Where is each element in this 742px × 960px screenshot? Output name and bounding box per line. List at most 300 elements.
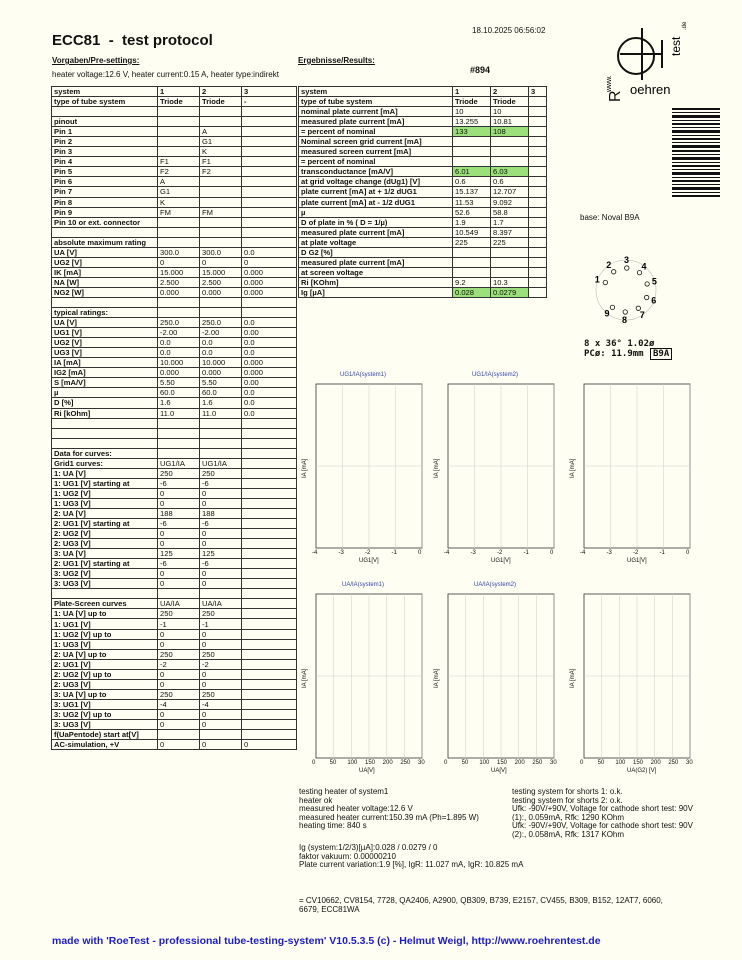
left-value-cell: 0.000 <box>242 287 297 297</box>
right-label-cell: measured plate current [mA] <box>299 257 453 267</box>
left-value-cell <box>242 107 297 117</box>
left-label-cell: 1: UG1 [V] <box>52 619 158 629</box>
left-value-cell: - <box>242 97 297 107</box>
left-value-cell: -6 <box>158 519 200 529</box>
right-value-cell <box>529 197 547 207</box>
left-value-cell: 250.0 <box>200 318 242 328</box>
left-value-cell: F1 <box>158 157 200 167</box>
left-value-cell: G1 <box>200 137 242 147</box>
left-row <box>52 699 297 709</box>
note-line: testing system for shorts 1: o.k. <box>512 787 623 796</box>
left-value-cell: 1.6 <box>158 398 200 408</box>
pin-marker <box>610 305 614 309</box>
chart-x-tick: 100 <box>615 760 626 766</box>
right-label-cell: at plate voltage <box>299 237 453 247</box>
left-label-cell: IK [mA] <box>52 267 158 277</box>
left-value-cell: 250 <box>200 649 242 659</box>
left-row <box>52 167 297 177</box>
chart-title: UA/IA(system2) <box>473 582 516 588</box>
right-label-cell: at screen voltage <box>299 267 453 277</box>
note-line: (2):, 0.058mA, Rfk: 1317 KOhm <box>512 829 625 839</box>
note-line: measured heater voltage:12.6 V <box>299 804 413 814</box>
right-value-cell: 133 <box>453 127 491 137</box>
left-row <box>52 277 297 287</box>
right-value-cell <box>529 157 547 167</box>
right-value-cell <box>529 97 547 107</box>
left-label-cell: Pin 7 <box>52 187 158 197</box>
right-value-cell <box>529 127 547 137</box>
left-value-cell <box>242 217 297 227</box>
left-label-cell: UA [V] <box>52 318 158 328</box>
left-label-cell: 3: UA [V] up to <box>52 689 158 699</box>
left-row <box>52 448 297 458</box>
left-row <box>52 599 297 609</box>
left-value-cell <box>158 137 200 147</box>
left-label-cell: 1: UG2 [V] up to <box>52 629 158 639</box>
left-value-cell: 0.0 <box>242 348 297 358</box>
left-row <box>52 378 297 388</box>
shorts-notes <box>512 788 693 840</box>
left-value-cell <box>242 498 297 508</box>
right-value-cell <box>453 267 491 277</box>
left-row <box>52 147 297 157</box>
right-row <box>299 217 547 227</box>
right-value-cell <box>491 147 529 157</box>
left-label-cell: 3: UG2 [V] <box>52 569 158 579</box>
left-value-cell <box>242 589 297 599</box>
right-label-cell: transconductance [mA/V] <box>299 167 453 177</box>
left-value-cell: 10.000 <box>200 358 242 368</box>
left-label-cell: 2: UG1 [V] starting at <box>52 519 158 529</box>
left-value-cell <box>242 689 297 699</box>
left-label-cell: IA [mA] <box>52 358 158 368</box>
chart-y-label: IA [mA] <box>302 668 308 688</box>
right-value-cell: 2 <box>491 87 529 97</box>
chart-x-tick: 0 <box>418 550 422 556</box>
timestamp: 18.10.2025 06:56:02 <box>472 26 546 35</box>
left-label-cell: Grid1 curves: <box>52 458 158 468</box>
left-row <box>52 358 297 368</box>
note-line: heating time: 840 s <box>299 821 367 831</box>
right-label-cell: D G2 [%] <box>299 247 453 257</box>
base-label: base: Noval B9A <box>580 213 640 222</box>
right-value-cell <box>529 257 547 267</box>
vacuum-notes <box>299 844 523 870</box>
left-value-cell: 5.50 <box>158 378 200 388</box>
left-label-cell: 2: UG1 [V] starting at <box>52 559 158 569</box>
left-row <box>52 730 297 740</box>
right-value-cell: 10.81 <box>491 117 529 127</box>
right-value-cell: 3 <box>529 87 547 97</box>
left-label-cell: Pin 6 <box>52 177 158 187</box>
right-value-cell: 10.549 <box>453 227 491 237</box>
right-value-cell: 0.028 <box>453 287 491 297</box>
left-label-cell: Data for curves: <box>52 448 158 458</box>
left-label-cell: D [%] <box>52 398 158 408</box>
right-label-cell: plate current [mA] at - 1/2 dUG1 <box>299 197 453 207</box>
left-row <box>52 308 297 318</box>
left-value-cell: 2.500 <box>158 277 200 287</box>
chart-x-tick: 100 <box>479 760 490 766</box>
note-line: (1):, 0.059mA, Rfk: 1290 KOhm <box>512 812 625 822</box>
left-label-cell <box>52 107 158 117</box>
left-value-cell <box>242 539 297 549</box>
left-row <box>52 297 297 307</box>
left-label-cell: type of tube system <box>52 97 158 107</box>
left-value-cell: Triode <box>158 97 200 107</box>
right-row <box>299 157 547 167</box>
left-value-cell <box>158 448 200 458</box>
left-value-cell: -2 <box>200 659 242 669</box>
curve-chart <box>298 370 428 574</box>
right-row <box>299 147 547 157</box>
right-label-cell: plate current [mA] at + 1/2 dUG1 <box>299 187 453 197</box>
right-label-cell: µ <box>299 207 453 217</box>
left-value-cell <box>158 117 200 127</box>
left-row <box>52 669 297 679</box>
left-value-cell: FM <box>200 207 242 217</box>
left-value-cell: 0 <box>200 569 242 579</box>
left-value-cell <box>242 187 297 197</box>
left-row <box>52 709 297 719</box>
left-row <box>52 458 297 468</box>
left-value-cell: 0 <box>242 257 297 267</box>
left-value-cell: 250.0 <box>158 318 200 328</box>
left-label-cell: Pin 5 <box>52 167 158 177</box>
left-label-cell: Plate-Screen curves <box>52 599 158 609</box>
left-value-cell: -2 <box>158 659 200 669</box>
chart-y-label: IA [mA] <box>434 668 440 688</box>
note-line: testing system for shorts 2: o.k. <box>512 795 623 805</box>
right-row <box>299 247 547 257</box>
right-row <box>299 127 547 137</box>
left-value-cell: 60.0 <box>200 388 242 398</box>
right-row <box>299 207 547 217</box>
right-value-cell <box>529 107 547 117</box>
left-label-cell: 2: UG3 [V] <box>52 679 158 689</box>
right-row <box>299 167 547 177</box>
left-value-cell <box>200 589 242 599</box>
pin-label: 2 <box>606 260 612 271</box>
left-value-cell: 1 <box>158 87 200 97</box>
right-value-cell <box>491 257 529 267</box>
left-row <box>52 639 297 649</box>
left-row <box>52 338 297 348</box>
right-value-cell <box>529 277 547 287</box>
left-label-cell: Pin 2 <box>52 137 158 147</box>
left-value-cell <box>242 308 297 318</box>
left-row <box>52 609 297 619</box>
left-label-cell: µ <box>52 388 158 398</box>
left-value-cell <box>242 699 297 709</box>
chart-x-tick: -4 <box>580 550 586 556</box>
chart-x-tick: 50 <box>597 760 605 766</box>
note-line: 6679, ECC81WA <box>299 905 360 914</box>
left-label-cell: 2: UG3 [V] <box>52 539 158 549</box>
left-value-cell: 0.0 <box>242 247 297 257</box>
note-line: testing heater of system1 <box>299 787 389 796</box>
left-value-cell: -2.00 <box>200 328 242 338</box>
left-value-cell: F2 <box>158 167 200 177</box>
right-value-cell <box>529 187 547 197</box>
left-value-cell: 125 <box>200 549 242 559</box>
chart-x-tick: -1 <box>659 550 665 556</box>
left-value-cell: 0.000 <box>242 368 297 378</box>
chart-x-tick: 200 <box>382 760 393 766</box>
left-value-cell: 0.000 <box>242 358 297 368</box>
left-row <box>52 388 297 398</box>
curve-chart <box>430 580 560 784</box>
left-label-cell: system <box>52 87 158 97</box>
pin-label: 3 <box>624 255 630 266</box>
left-row <box>52 559 297 569</box>
right-row <box>299 197 547 207</box>
left-value-cell <box>242 619 297 629</box>
left-value-cell <box>158 127 200 137</box>
right-value-cell: 10 <box>491 107 529 117</box>
left-value-cell <box>200 117 242 127</box>
left-value-cell <box>242 458 297 468</box>
chart-x-tick: 250 <box>532 760 543 766</box>
left-value-cell <box>242 599 297 609</box>
left-value-cell <box>200 418 242 428</box>
left-row <box>52 629 297 639</box>
left-label-cell: NG2 [W] <box>52 287 158 297</box>
left-label-cell: 2: UG2 [V] <box>52 529 158 539</box>
footer-credit: made with 'RoeTest - professional tube-testing-system' V10.5.3.5 (c) - Helmut Weigl, http://www.roehrentest.de <box>52 935 601 947</box>
note-line: measured heater current:150.39 mA (Ph=1.895 W) <box>299 812 479 822</box>
left-label-cell <box>52 297 158 307</box>
left-value-cell <box>242 117 297 127</box>
left-value-cell: 0.0 <box>200 338 242 348</box>
left-value-cell: 250 <box>158 609 200 619</box>
left-row <box>52 197 297 207</box>
left-value-cell <box>200 197 242 207</box>
left-value-cell: -6 <box>158 559 200 569</box>
left-value-cell: UG1/IA <box>158 458 200 468</box>
curve-chart <box>566 370 696 574</box>
right-value-cell: Triode <box>453 97 491 107</box>
left-value-cell: K <box>200 147 242 157</box>
left-label-cell <box>52 589 158 599</box>
left-value-cell <box>242 508 297 518</box>
left-label-cell <box>52 227 158 237</box>
left-value-cell: 188 <box>200 508 242 518</box>
left-value-cell: 0 <box>200 529 242 539</box>
right-value-cell <box>529 217 547 227</box>
right-value-cell: 225 <box>453 237 491 247</box>
right-value-cell <box>529 117 547 127</box>
chart-y-label: IA [mA] <box>302 458 308 478</box>
left-label-cell: UG2 [V] <box>52 257 158 267</box>
left-value-cell: 0.00 <box>242 378 297 388</box>
chart-x-tick: -2 <box>497 550 503 556</box>
right-value-cell <box>529 227 547 237</box>
left-value-cell: 0.0 <box>242 408 297 418</box>
right-value-cell <box>491 137 529 147</box>
right-row <box>299 267 547 277</box>
left-value-cell: K <box>158 197 200 207</box>
right-row <box>299 187 547 197</box>
chart-x-tick: 50 <box>461 760 469 766</box>
left-value-cell: 0.0 <box>158 338 200 348</box>
svg-text:test: test <box>669 36 683 56</box>
results-heading: Ergebnisse/Results: <box>298 56 375 65</box>
left-value-cell: 0 <box>158 569 200 579</box>
left-value-cell: 3 <box>242 87 297 97</box>
chart-x-label: UG1[V] <box>627 558 647 564</box>
left-row <box>52 237 297 247</box>
left-value-cell: 0 <box>242 740 297 750</box>
left-value-cell: 0 <box>158 719 200 729</box>
chart-x-tick: 0 <box>686 550 690 556</box>
right-value-cell: 225 <box>491 237 529 247</box>
right-row <box>299 227 547 237</box>
left-value-cell <box>200 177 242 187</box>
pin-marker <box>644 295 648 299</box>
left-label-cell: 1: UG2 [V] <box>52 488 158 498</box>
left-value-cell: 250 <box>200 468 242 478</box>
left-value-cell <box>242 659 297 669</box>
right-value-cell <box>529 267 547 277</box>
left-value-cell: -2.00 <box>158 328 200 338</box>
left-value-cell: -6 <box>200 519 242 529</box>
left-value-cell: F1 <box>200 157 242 167</box>
right-value-cell: 1.7 <box>491 217 529 227</box>
left-value-cell: -1 <box>200 619 242 629</box>
left-value-cell: 15.000 <box>200 267 242 277</box>
tube-number: #894 <box>470 65 491 75</box>
left-value-cell <box>242 639 297 649</box>
right-value-cell <box>529 207 547 217</box>
right-row <box>299 117 547 127</box>
left-row <box>52 207 297 217</box>
right-value-cell: 6.03 <box>491 167 529 177</box>
chart-x-tick: -3 <box>338 550 344 556</box>
left-value-cell: 0 <box>200 719 242 729</box>
left-value-cell: 0 <box>200 539 242 549</box>
left-row <box>52 539 297 549</box>
left-value-cell <box>200 438 242 448</box>
left-value-cell: 250 <box>158 649 200 659</box>
left-label-cell: 3: UA [V] <box>52 549 158 559</box>
left-label-cell: 3: UG1 [V] <box>52 699 158 709</box>
left-row <box>52 529 297 539</box>
left-row <box>52 97 297 107</box>
left-value-cell: 300.0 <box>200 247 242 257</box>
right-label-cell: nominal plate current [mA] <box>299 107 453 117</box>
right-row <box>299 137 547 147</box>
chart-x-tick: -1 <box>523 550 529 556</box>
left-row <box>52 368 297 378</box>
left-value-cell: 0.000 <box>158 287 200 297</box>
left-label-cell: UG3 [V] <box>52 348 158 358</box>
left-value-cell: UA/IA <box>158 599 200 609</box>
left-row <box>52 107 297 117</box>
right-label-cell: measured plate current [mA] <box>299 227 453 237</box>
left-label-cell: 1: UG3 [V] <box>52 498 158 508</box>
left-row <box>52 418 297 428</box>
left-value-cell <box>242 549 297 559</box>
left-value-cell: 11.0 <box>158 408 200 418</box>
left-value-cell: 60.0 <box>158 388 200 398</box>
left-row <box>52 519 297 529</box>
chart-x-tick: -2 <box>633 550 639 556</box>
left-value-cell: 0 <box>200 669 242 679</box>
left-value-cell: -6 <box>200 559 242 569</box>
left-value-cell: UG1/IA <box>200 458 242 468</box>
left-value-cell <box>200 297 242 307</box>
left-value-cell: 11.0 <box>200 408 242 418</box>
chart-title: UG1/IA(system2) <box>471 372 518 378</box>
left-value-cell <box>158 297 200 307</box>
chart-x-tick: 250 <box>400 760 411 766</box>
left-value-cell: 0.000 <box>158 368 200 378</box>
chart-x-tick: 200 <box>514 760 525 766</box>
left-value-cell <box>242 438 297 448</box>
right-value-cell: 8.397 <box>491 227 529 237</box>
chart-x-tick: 50 <box>329 760 337 766</box>
right-value-cell <box>453 257 491 267</box>
base-pc: PCø: 11.9mm <box>584 349 644 359</box>
chart-title: UG1/IA(system1) <box>339 372 386 378</box>
right-label-cell: at grid voltage change (dUg1) [V] <box>299 177 453 187</box>
chart-x-tick: 30 <box>686 760 693 766</box>
right-row <box>299 287 547 297</box>
left-label-cell: typical ratings: <box>52 308 158 318</box>
chart-x-label: UA[V] <box>359 768 375 774</box>
note-line: heater ok <box>299 795 333 805</box>
chart-y-label: IA [mA] <box>570 458 576 478</box>
left-value-cell <box>158 589 200 599</box>
left-value-cell: 125 <box>158 549 200 559</box>
left-row <box>52 157 297 167</box>
left-value-cell: 0 <box>158 579 200 589</box>
chart-x-tick: -4 <box>312 550 318 556</box>
right-value-cell: 6.01 <box>453 167 491 177</box>
chart-x-tick: 30 <box>418 760 425 766</box>
left-value-cell: 0.0 <box>242 398 297 408</box>
left-label-cell <box>52 428 158 438</box>
left-value-cell <box>242 649 297 659</box>
left-value-cell <box>242 629 297 639</box>
left-value-cell: G1 <box>158 187 200 197</box>
left-value-cell: 0.0 <box>242 388 297 398</box>
left-value-cell: 2 <box>200 87 242 97</box>
note-line: Ufk: -90V/+90V, Voltage for cathode short test: 90V <box>512 804 693 814</box>
left-label-cell: IG2 [mA] <box>52 368 158 378</box>
presettings-heading: Vorgaben/Pre-settings: <box>52 56 140 65</box>
left-value-cell <box>242 709 297 719</box>
left-value-cell: 0 <box>200 488 242 498</box>
left-value-cell <box>242 519 297 529</box>
right-value-cell: 9.092 <box>491 197 529 207</box>
left-row <box>52 719 297 729</box>
left-value-cell <box>200 217 242 227</box>
left-value-cell: 0 <box>200 639 242 649</box>
left-value-cell <box>242 468 297 478</box>
left-value-cell <box>242 227 297 237</box>
left-label-cell: UA [V] <box>52 247 158 257</box>
left-value-cell <box>200 237 242 247</box>
left-value-cell: 15.000 <box>158 267 200 277</box>
left-value-cell: 0 <box>158 639 200 649</box>
right-label-cell: Ig [µA] <box>299 287 453 297</box>
left-value-cell: 0 <box>158 629 200 639</box>
right-label-cell: system <box>299 87 453 97</box>
chart-y-label: IA [mA] <box>570 668 576 688</box>
left-label-cell: 2: UG1 [V] <box>52 659 158 669</box>
